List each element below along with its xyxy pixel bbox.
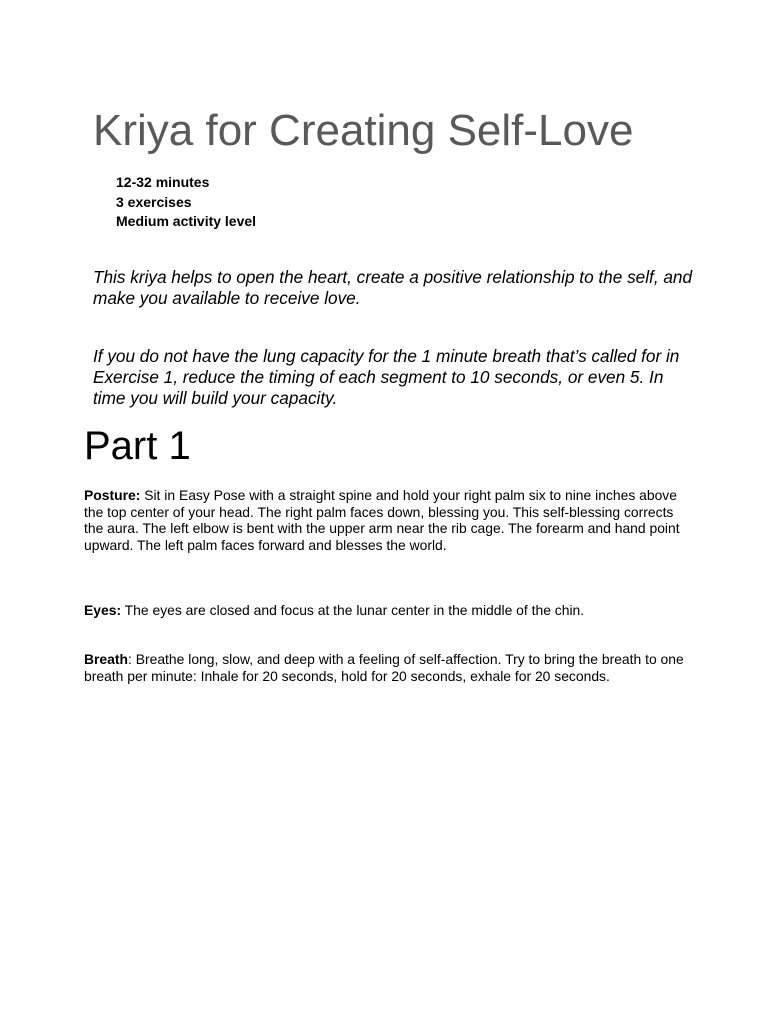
intro-paragraph: This kriya helps to open the heart, create a positive relationship to the self, and make you available to receive love. [93, 267, 693, 308]
activity-level-text: Medium activity level [116, 213, 257, 229]
part-heading: Part 1 [84, 424, 191, 468]
kriya-summary [116, 173, 256, 232]
posture-label: Posture: [84, 487, 141, 503]
posture-paragraph [84, 487, 694, 554]
exercise-count-text: 3 exercises [116, 193, 192, 210]
eyes-paragraph [84, 602, 694, 619]
capacity-note-paragraph: If you do not have the lung capacity for the 1 minute breath that’s called for in Exercise 1, reduce the timing of each segment to 10 seconds, or even 5. In time you will build your capacity. [93, 346, 680, 408]
posture-text: Sit in Easy Pose with a straight spine and hold your right palm six to nine inches above the top center of your head. The right palm faces down, blessing you. This self-blessing corrects the aura. The left elbow is bent with the upper arm near the rib cage. The forearm and hand point upward. The left palm faces forward and blesses the world. [84, 487, 680, 554]
eyes-text: The eyes are closed and focus at the lunar center in the middle of the chin. [121, 602, 585, 618]
breath-paragraph [84, 651, 694, 684]
breath-text: : Breathe long, slow, and deep with a feeling of self-affection. Try to bring the breath to one breath per minute: Inhale for 20 seconds, hold for 20 seconds, exhale for 20 seconds. [84, 651, 684, 684]
breath-label: Breath [84, 651, 128, 667]
page-title: Kriya for Creating Self-Love [93, 106, 634, 155]
eyes-label: Eyes: [84, 602, 122, 618]
duration-text: 12-32 minutes [116, 174, 210, 190]
